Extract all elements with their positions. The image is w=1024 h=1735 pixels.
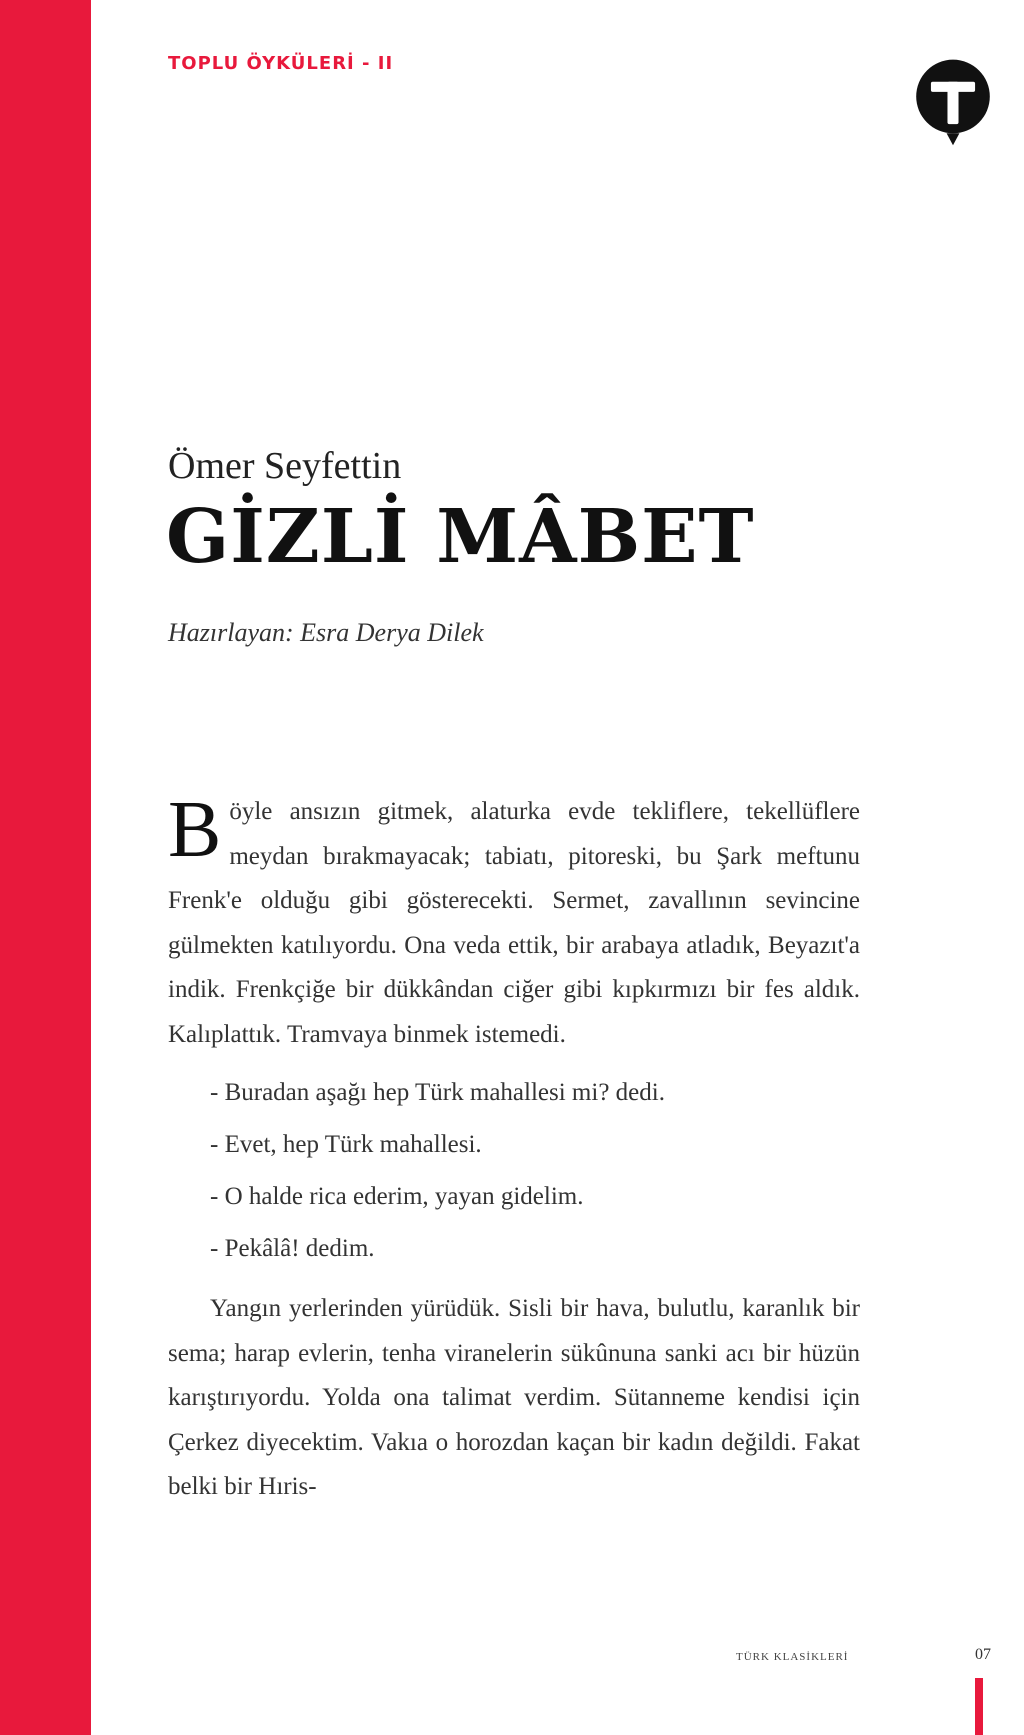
dialogue-line: - Buradan aşağı hep Türk mahallesi mi? dedi.: [210, 1079, 665, 1106]
red-side-stripe: [0, 0, 91, 1735]
second-paragraph: Yangın yerlerinden yürüdük. Sisli bir hava, bulutlu, karanlık bir sema; harap evlerin, tenha viranelerin sükûnuna sanki acı bir hüzün karıştırıyordu. Yolda ona talimat verdim. Sütanneme kendisi için Çerkez diyecektim. Vakıa o horozdan kaçan bir kadın değildi. Fakat belki bir Hıris-: [168, 1295, 860, 1500]
story-text: [168, 786, 860, 1510]
drop-cap: B: [168, 786, 222, 874]
opening-paragraph-text: öyle ansızın gitmek, alaturka evde tekliflere, tekellüflere meydan bırakmayacak; tabiatı, pitoreski, bu Şark meftunu Frenk'e olduğu gibi gösterecekti. Sermet, zavallının sevincine gülmekten katılıyordu. Ona veda ettik, bir arabaya atladık, Beyazıt'a indik. Frenkçiğe bir dükkândan ciğer gibi kıpkırmızı bir fes aldık. Kalıplattık. Tramvaya binmek istemedi.: [168, 798, 860, 1048]
publisher-logo-icon: [907, 56, 999, 148]
dialogue-line: - Evet, hep Türk mahallesi.: [210, 1131, 482, 1158]
footer-series-label: TÜRK KLASİKLERİ: [736, 1651, 849, 1663]
series-title: TOPLU ÖYKÜLERİ - II: [168, 53, 394, 74]
editor-credit: Hazırlayan: Esra Derya Dilek: [168, 618, 484, 647]
book-title: GİZLİ MÂBET: [166, 494, 755, 580]
dialogue-line: - Pekâlâ! dedim.: [210, 1235, 375, 1262]
dialogue-line: - O halde rica ederim, yayan gidelim.: [210, 1183, 584, 1210]
opening-paragraph: [168, 786, 860, 1057]
page-edge-marker: [975, 1678, 983, 1735]
author-name: Ömer Seyfettin: [168, 445, 402, 487]
page-number: 07: [975, 1646, 991, 1663]
